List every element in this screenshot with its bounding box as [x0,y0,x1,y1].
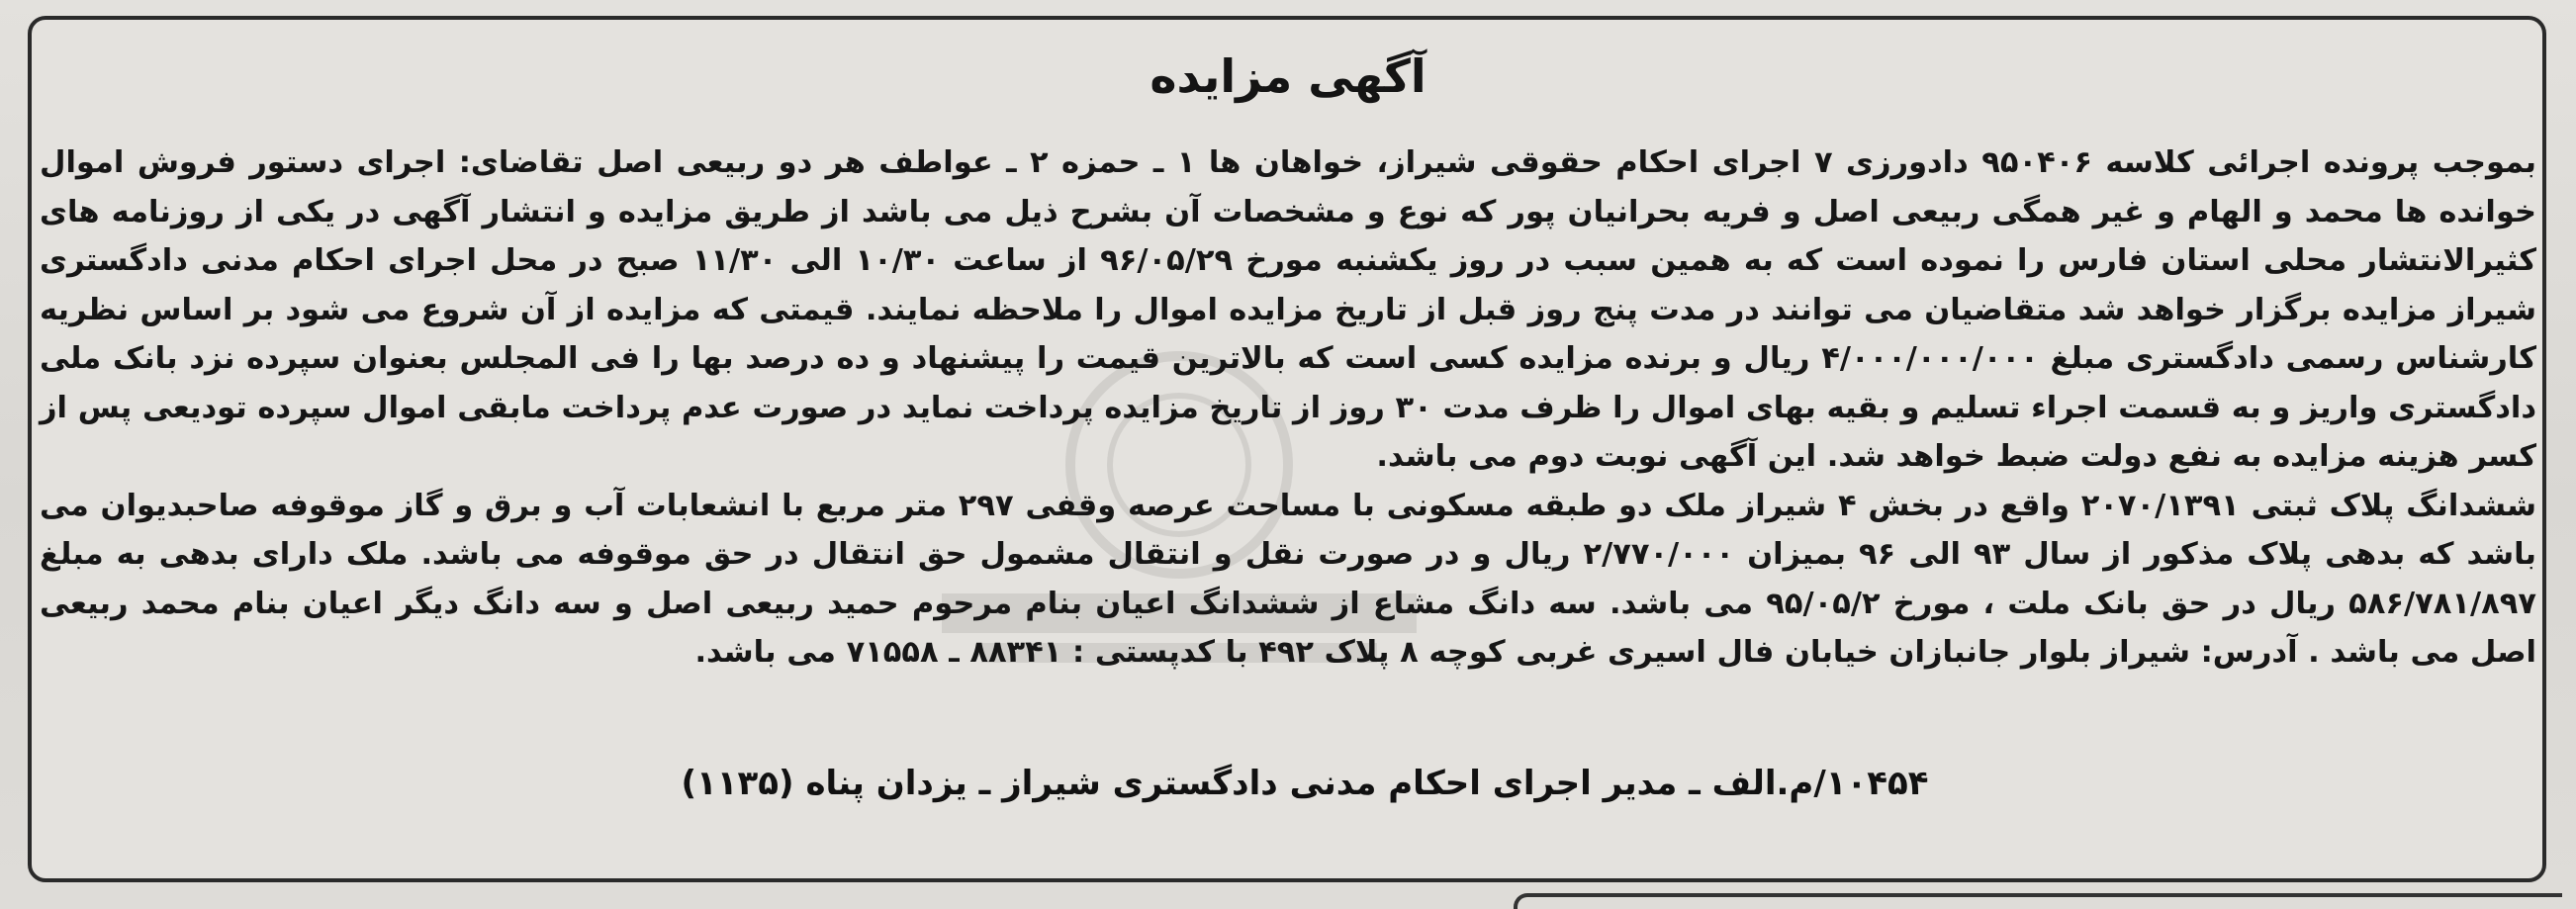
signature-line: ۱۰۴۵۴/م.الف ـ مدیر اجرای احکام مدنی دادگستری شیراز ـ یزدان پناه [805,764,1929,803]
notice-paragraph: ششدانگ پلاک ثبتی ۲۰۷۰/۱۳۹۱ واقع در بخش ۴ شیراز ملک دو طبقه مسکونی با مساحت عرصه وقفی ۲۹۷ متر مربع با انشعابات آب و برق و گاز موقوفه صاحبدیوان می باشد که بدهی پلاک مذکور از سال ۹۳ الی ۹۶ بمیزان ۲/۷۷۰/۰۰۰ ریال و در صورت نقل و انتقال مشمول حق انتقال در حق موقوفه می باشد. ملک دارای بدهی به مبلغ ۵۸۶/۷۸۱/۸۹۷ ریال در حق بانک ملت ، مورخ ۹۵/۰۵/۲ می باشد. سه دانگ مشاع از ششدانگ اعیان بنام مرحوم حمید ربیعی اصل و سه دانگ دیگر اعیان بنام محمد ربیعی اصل می باشد . آدرس: شیراز بلوار جانبازان خیابان فال اسیری غربی کوچه ۸ پلاک ۴۹۲ با کدپستی : ۸۸۳۴۱ ـ ۷۱۵۵۸ می باشد. [40,488,2537,670]
notice-signature [0,764,2576,803]
adjacent-notice-edge [1514,893,2562,909]
notice-body [40,138,2536,678]
notice-title: آگهی مزایده [1150,49,1426,103]
notice-paragraph: بموجب پرونده اجرائی کلاسه ۹۵۰۴۰۶ دادورزی ۷ اجرای احکام حقوقی شیراز، خواهان ها ۱ ـ حمزه ۲ ـ عواطف هر دو ربیعی اصل تقاضای: اجرای دستور فروش اموال خوانده ها محمد و الهام و غیر همگی ربیعی اصل و فریه بحرانیان پور که نوع و مشخصات آن بشرح ذیل می باشد از طریق مزایده و انتشار آگهی در یکی از روزنامه های کثیرالانتشار محلی استان فارس را نموده است که به همین سبب در روز یکشنبه مورخ ۹۶/۰۵/۲۹ از ساعت ۱۰/۳۰ الی ۱۱/۳۰ صبح در محل اجرای احکام مدنی دادگستری شیراز مزایده برگزار خواهد شد متقاضیان می توانند در مدت پنج روز قبل از تاریخ مزایده اموال را ملاحظه نمایند. قیمتی که مزایده از آن شروع می شود بر اساس نظریه کارشناس رسمی دادگستری مبلغ ۴/۰۰۰/۰۰۰/۰۰۰ ریال و برنده مزایده کسی است که بالاترین قیمت را پیشنهاد و ده درصد بها را فی المجلس بعنوان سپرده نزد بانک ملی دادگستری واریز و به قسمت اجراء تسلیم و بقیه بهای اموال را ظرف مدت ۳۰ روز از تاریخ مزایده پرداخت نماید در صورت عدم پرداخت مابقی اموال سپرده تودیعی پس از کسر هزینه مزایده به نفع دولت ضبط خواهد شد. این آگهی نوبت دوم می باشد. [40,145,2536,474]
notice-code: (۱۱۳۵) [681,764,794,803]
